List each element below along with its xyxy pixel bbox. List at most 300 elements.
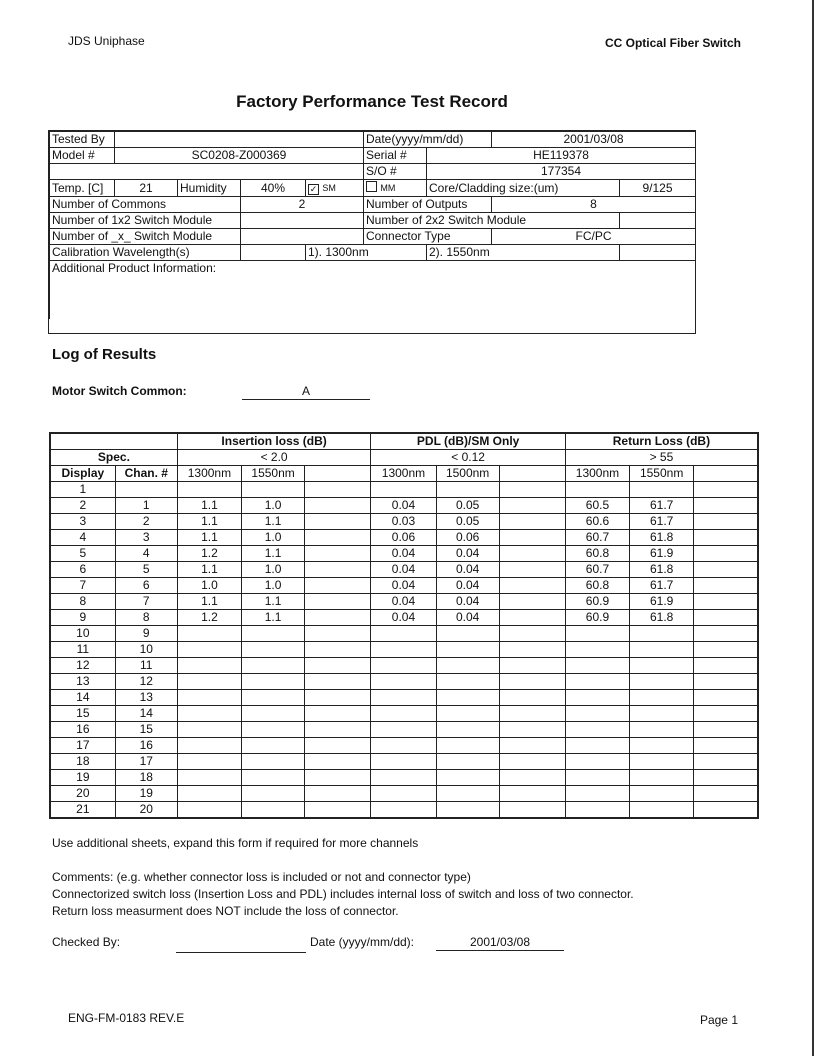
pdl-extra-cell	[499, 610, 565, 626]
il-1300-cell: 1.0	[177, 578, 241, 594]
il-1300-header: 1300nm	[177, 466, 241, 482]
core-cladding-value: 9/125	[620, 180, 696, 197]
connector-value: FC/PC	[492, 229, 696, 245]
il-extra-cell	[305, 482, 371, 498]
display-cell: 18	[50, 754, 115, 770]
pdl-1300-header: 1300nm	[371, 466, 436, 482]
form-id: ENG-FM-0183 REV.E	[68, 1011, 185, 1025]
pdl-extra-cell	[499, 722, 565, 738]
rl-extra-cell	[694, 578, 758, 594]
spec-header-blank	[50, 433, 177, 450]
channel-cell: 4	[115, 546, 177, 562]
table-row	[50, 610, 758, 626]
date-value: 2001/03/08	[492, 132, 696, 148]
il-1550-cell	[242, 658, 305, 674]
rl-1300-cell	[565, 802, 629, 819]
il-extra-cell	[305, 562, 371, 578]
rl-extra-cell	[694, 786, 758, 802]
pdl-1300-cell	[371, 770, 436, 786]
model-label: Model #	[50, 148, 115, 164]
pdl-1300-cell: 0.06	[371, 530, 436, 546]
channel-cell: 15	[115, 722, 177, 738]
pdl-1300-cell	[371, 706, 436, 722]
pdl-1300-cell	[371, 802, 436, 819]
il-1550-cell	[242, 802, 305, 819]
rl-1550-cell	[630, 674, 694, 690]
pdl-1500-cell	[436, 738, 499, 754]
pdl-extra-cell	[499, 578, 565, 594]
pdl-extra-cell	[499, 658, 565, 674]
rl-extra-header	[694, 466, 758, 482]
il-1300-cell	[177, 626, 241, 642]
rl-extra-cell	[694, 642, 758, 658]
pdl-1300-cell: 0.04	[371, 610, 436, 626]
rl-extra-cell	[694, 482, 758, 498]
pdl-extra-cell	[499, 530, 565, 546]
rl-1300-cell	[565, 738, 629, 754]
channel-cell: 16	[115, 738, 177, 754]
pdl-extra-cell	[499, 674, 565, 690]
il-1550-cell: 1.1	[242, 594, 305, 610]
il-1550-cell	[242, 674, 305, 690]
display-cell: 9	[50, 610, 115, 626]
table-row	[50, 562, 758, 578]
module-2x2-value	[620, 213, 696, 229]
so-label: S/O #	[364, 164, 427, 180]
il-1550-cell: 1.1	[242, 546, 305, 562]
channel-cell: 6	[115, 578, 177, 594]
rl-1550-header: 1550nm	[630, 466, 694, 482]
display-cell: 4	[50, 530, 115, 546]
pdl-1500-cell	[436, 674, 499, 690]
table-row	[50, 658, 758, 674]
pdl-extra-cell	[499, 562, 565, 578]
il-extra-cell	[305, 530, 371, 546]
date-label: Date(yyyy/mm/dd)	[364, 132, 492, 148]
pdl-1300-cell	[371, 722, 436, 738]
rl-extra-cell	[694, 562, 758, 578]
rl-1300-cell	[565, 770, 629, 786]
page-title: Factory Performance Test Record	[236, 92, 508, 111]
pdl-1500-cell: 0.04	[436, 546, 499, 562]
mm-label: MM	[380, 183, 396, 193]
motor-switch-value: A	[242, 384, 370, 400]
il-extra-cell	[305, 690, 371, 706]
calibration-label: Calibration Wavelength(s)	[50, 245, 241, 261]
il-1550-cell	[242, 690, 305, 706]
rl-1550-cell: 61.9	[630, 546, 694, 562]
results-table	[49, 432, 759, 819]
il-1550-cell	[242, 642, 305, 658]
motor-switch-label: Motor Switch Common:	[52, 384, 187, 398]
channel-cell: 20	[115, 802, 177, 819]
check-date-value: 2001/03/08	[436, 935, 564, 951]
rl-extra-cell	[694, 770, 758, 786]
table-row	[50, 706, 758, 722]
pdl-1300-cell	[371, 482, 436, 498]
channel-cell: 19	[115, 786, 177, 802]
channel-cell: 9	[115, 626, 177, 642]
table-row	[50, 722, 758, 738]
core-cladding-label: Core/Cladding size:(um)	[427, 180, 620, 197]
il-1300-cell	[177, 786, 241, 802]
rl-1550-cell: 61.7	[630, 514, 694, 530]
il-extra-cell	[305, 594, 371, 610]
channel-cell: 11	[115, 658, 177, 674]
pdl-1500-cell	[436, 626, 499, 642]
display-cell: 3	[50, 514, 115, 530]
comment-line-1: Comments: (e.g. whether connector loss is included or not and connector type)	[52, 870, 471, 884]
il-1300-cell	[177, 802, 241, 819]
il-extra-cell	[305, 722, 371, 738]
pdl-1500-cell	[436, 786, 499, 802]
calibration-1300: 1). 1300nm	[306, 245, 427, 261]
rl-extra-cell	[694, 690, 758, 706]
channel-cell: 5	[115, 562, 177, 578]
il-extra-cell	[305, 658, 371, 674]
rl-extra-cell	[694, 626, 758, 642]
humidity-label: Humidity	[178, 180, 241, 197]
pdl-1300-cell: 0.04	[371, 546, 436, 562]
rl-extra-cell	[694, 498, 758, 514]
il-1300-cell: 1.1	[177, 530, 241, 546]
pdl-extra-header	[499, 466, 565, 482]
il-extra-cell	[305, 578, 371, 594]
pdl-1500-cell	[436, 754, 499, 770]
rl-extra-cell	[694, 514, 758, 530]
rl-1550-cell	[630, 786, 694, 802]
rl-1300-cell: 60.8	[565, 578, 629, 594]
pdl-1500-cell	[436, 642, 499, 658]
rl-1300-cell	[565, 674, 629, 690]
il-extra-cell	[305, 674, 371, 690]
serial-value: HE119378	[427, 148, 696, 164]
rl-extra-cell	[694, 722, 758, 738]
rl-1550-cell	[630, 770, 694, 786]
rl-1550-cell	[630, 802, 694, 819]
humidity-value: 40%	[241, 180, 306, 197]
display-col-header: Display	[50, 466, 115, 482]
rl-1550-cell: 61.8	[630, 530, 694, 546]
channel-cell: 14	[115, 706, 177, 722]
additional-sheets-note: Use additional sheets, expand this form if required for more channels	[52, 836, 419, 850]
display-cell: 10	[50, 626, 115, 642]
pdl-extra-cell	[499, 514, 565, 530]
table-row	[50, 594, 758, 610]
sm-label: SM	[322, 183, 336, 193]
il-1550-cell: 1.0	[242, 562, 305, 578]
pdl-extra-cell	[499, 626, 565, 642]
rl-1300-header: 1300nm	[565, 466, 629, 482]
il-1300-cell: 1.2	[177, 546, 241, 562]
pdl-1500-cell	[436, 658, 499, 674]
table-row	[50, 754, 758, 770]
product-info-table	[48, 130, 696, 334]
il-1550-cell: 1.1	[242, 610, 305, 626]
calibration-blank	[241, 245, 306, 261]
rl-1550-cell	[630, 738, 694, 754]
pdl-extra-cell	[499, 706, 565, 722]
sm-option	[306, 180, 364, 197]
spec-label: Spec.	[50, 450, 177, 466]
il-extra-cell	[305, 802, 371, 819]
il-1300-cell	[177, 722, 241, 738]
rl-1300-cell: 60.9	[565, 610, 629, 626]
il-1550-cell	[242, 626, 305, 642]
pdl-1500-cell: 0.04	[436, 562, 499, 578]
channel-cell: 3	[115, 530, 177, 546]
pdl-1500-cell	[436, 690, 499, 706]
pdl-1500-cell: 0.05	[436, 514, 499, 530]
channel-cell: 12	[115, 674, 177, 690]
rl-1300-cell: 60.9	[565, 594, 629, 610]
rl-extra-cell	[694, 802, 758, 819]
rl-1550-cell	[630, 626, 694, 642]
il-extra-cell	[305, 786, 371, 802]
table-row	[50, 626, 758, 642]
channel-cell: 18	[115, 770, 177, 786]
il-1300-cell	[177, 706, 241, 722]
rl-extra-cell	[694, 658, 758, 674]
rl-header: Return Loss (dB)	[565, 433, 758, 450]
model-cell-continued	[50, 164, 364, 180]
il-1300-cell: 1.1	[177, 514, 241, 530]
rl-1300-cell	[565, 754, 629, 770]
rl-1550-cell: 61.8	[630, 562, 694, 578]
comments	[52, 869, 634, 920]
rl-extra-cell	[694, 530, 758, 546]
pdl-1500-cell	[436, 770, 499, 786]
display-cell: 12	[50, 658, 115, 674]
channel-cell: 7	[115, 594, 177, 610]
display-cell: 5	[50, 546, 115, 562]
display-cell: 19	[50, 770, 115, 786]
rl-1300-cell	[565, 626, 629, 642]
chan-col-header: Chan. #	[115, 466, 177, 482]
il-extra-cell	[305, 642, 371, 658]
so-value: 177354	[427, 164, 696, 180]
il-1300-cell	[177, 642, 241, 658]
additional-info	[50, 261, 696, 320]
comment-line-2: Connectorized switch loss (Insertion Loss and PDL) includes internal loss of switch and loss of two connector.	[52, 887, 634, 901]
rl-extra-cell	[694, 754, 758, 770]
pdl-1300-cell: 0.04	[371, 498, 436, 514]
signature-line	[176, 938, 306, 953]
check-date-label: Date (yyyy/mm/dd):	[310, 935, 415, 949]
pdl-1300-cell: 0.04	[371, 562, 436, 578]
rl-1300-cell: 60.8	[565, 546, 629, 562]
pdl-1500-header: 1500nm	[436, 466, 499, 482]
rl-spec: > 55	[565, 450, 758, 466]
channel-cell: 10	[115, 642, 177, 658]
pdl-extra-cell	[499, 498, 565, 514]
il-1300-cell	[177, 690, 241, 706]
rl-1550-cell	[630, 754, 694, 770]
il-extra-cell	[305, 514, 371, 530]
pdl-extra-cell	[499, 594, 565, 610]
pdl-1300-cell	[371, 642, 436, 658]
rl-1300-cell	[565, 706, 629, 722]
table-row	[50, 498, 758, 514]
rl-1550-cell: 61.7	[630, 578, 694, 594]
il-1300-cell: 1.1	[177, 498, 241, 514]
pdl-1500-cell: 0.04	[436, 594, 499, 610]
pdl-1500-cell: 0.04	[436, 610, 499, 626]
il-extra-cell	[305, 498, 371, 514]
commons-label: Number of Commons	[50, 197, 241, 213]
rl-1300-cell	[565, 658, 629, 674]
rl-1550-cell: 61.7	[630, 498, 694, 514]
table-row	[50, 514, 758, 530]
display-cell: 7	[50, 578, 115, 594]
table-row	[50, 530, 758, 546]
pdl-1300-cell	[371, 690, 436, 706]
pdl-1300-cell	[371, 658, 436, 674]
pdl-extra-cell	[499, 690, 565, 706]
display-cell: 15	[50, 706, 115, 722]
tested-by-label: Tested By	[50, 132, 115, 148]
module-xx-label: Number of _x_ Switch Module	[50, 229, 241, 245]
pdl-extra-cell	[499, 802, 565, 819]
rl-extra-cell	[694, 738, 758, 754]
rl-1300-cell	[565, 690, 629, 706]
rl-1300-cell	[565, 642, 629, 658]
calibration-blank-2	[620, 245, 696, 261]
tested-by-value	[115, 132, 364, 148]
il-1300-cell	[177, 738, 241, 754]
il-1300-cell: 1.2	[177, 610, 241, 626]
display-cell: 8	[50, 594, 115, 610]
rl-1550-cell: 61.9	[630, 594, 694, 610]
pdl-extra-cell	[499, 786, 565, 802]
pdl-extra-cell	[499, 738, 565, 754]
pdl-header: PDL (dB)/SM Only	[371, 433, 566, 450]
display-cell: 21	[50, 802, 115, 819]
company-name: JDS Uniphase	[68, 34, 145, 48]
display-cell: 17	[50, 738, 115, 754]
model-value: SC0208-Z000369	[115, 148, 364, 164]
display-cell: 11	[50, 642, 115, 658]
rl-1300-cell: 60.7	[565, 530, 629, 546]
rl-1300-cell: 60.6	[565, 514, 629, 530]
display-cell: 13	[50, 674, 115, 690]
rl-extra-cell	[694, 674, 758, 690]
il-1550-cell	[242, 738, 305, 754]
il-extra-cell	[305, 626, 371, 642]
pdl-1300-cell: 0.03	[371, 514, 436, 530]
log-title: Log of Results	[52, 346, 157, 363]
pdl-1300-cell: 0.04	[371, 578, 436, 594]
pdl-1500-cell	[436, 482, 499, 498]
calibration-1550: 2). 1550nm	[427, 245, 620, 261]
mm-option	[364, 180, 427, 197]
pdl-1500-cell	[436, 802, 499, 819]
channel-cell: 8	[115, 610, 177, 626]
rl-1550-cell: 61.8	[630, 610, 694, 626]
il-1300-cell: 1.1	[177, 594, 241, 610]
table-row	[50, 578, 758, 594]
channel-cell: 13	[115, 690, 177, 706]
il-1550-cell	[242, 786, 305, 802]
il-1550-cell	[242, 722, 305, 738]
commons-value: 2	[241, 197, 364, 213]
pdl-1300-cell	[371, 754, 436, 770]
il-extra-cell	[305, 546, 371, 562]
table-row	[50, 770, 758, 786]
table-row	[50, 674, 758, 690]
rl-extra-cell	[694, 706, 758, 722]
module-1x2-label: Number of 1x2 Switch Module	[50, 213, 241, 229]
il-spec: < 2.0	[177, 450, 371, 466]
rl-1550-cell	[630, 690, 694, 706]
channel-cell	[115, 482, 177, 498]
table-row	[50, 802, 758, 819]
temp-label: Temp. [C]	[50, 180, 115, 197]
pdl-extra-cell	[499, 482, 565, 498]
module-xx-value	[241, 229, 364, 245]
il-header: Insertion loss (dB)	[177, 433, 371, 450]
il-extra-cell	[305, 754, 371, 770]
table-row	[50, 546, 758, 562]
channel-cell: 1	[115, 498, 177, 514]
pdl-1500-cell: 0.05	[436, 498, 499, 514]
additional-info-label: Additional Product Information:	[52, 261, 217, 275]
pdl-1300-cell	[371, 786, 436, 802]
sm-checkbox[interactable]: ✓	[309, 184, 318, 194]
mm-checkbox[interactable]	[366, 181, 377, 192]
il-extra-cell	[305, 738, 371, 754]
pdl-extra-cell	[499, 642, 565, 658]
rl-1300-cell: 60.7	[565, 562, 629, 578]
pdl-spec: < 0.12	[371, 450, 566, 466]
rl-1550-cell	[630, 642, 694, 658]
il-extra-cell	[305, 706, 371, 722]
rl-extra-cell	[694, 610, 758, 626]
rl-extra-cell	[694, 546, 758, 562]
table-row	[50, 690, 758, 706]
rl-1550-cell	[630, 658, 694, 674]
pdl-extra-cell	[499, 770, 565, 786]
pdl-1500-cell	[436, 706, 499, 722]
comment-line-3: Return loss measurment does NOT include the loss of connector.	[52, 904, 399, 918]
rl-1300-cell	[565, 786, 629, 802]
il-1550-cell: 1.1	[242, 514, 305, 530]
outputs-value: 8	[492, 197, 696, 213]
il-extra-header	[305, 466, 371, 482]
pdl-1300-cell: 0.04	[371, 594, 436, 610]
rl-1300-cell	[565, 722, 629, 738]
temp-value: 21	[115, 180, 178, 197]
il-1550-cell	[242, 754, 305, 770]
serial-label: Serial #	[364, 148, 427, 164]
rl-1550-cell	[630, 722, 694, 738]
table-row	[50, 642, 758, 658]
table-row	[50, 482, 758, 498]
display-cell: 14	[50, 690, 115, 706]
outputs-label: Number of Outputs	[364, 197, 492, 213]
il-1550-cell	[242, 706, 305, 722]
pdl-extra-cell	[499, 546, 565, 562]
il-1550-header: 1550nm	[242, 466, 305, 482]
pdl-1300-cell	[371, 738, 436, 754]
module-1x2-value	[241, 213, 364, 229]
table-row	[50, 738, 758, 754]
rl-1300-cell	[565, 482, 629, 498]
table-row	[50, 786, 758, 802]
checked-by-label: Checked By:	[52, 935, 121, 949]
pdl-extra-cell	[499, 754, 565, 770]
il-1550-cell	[242, 482, 305, 498]
